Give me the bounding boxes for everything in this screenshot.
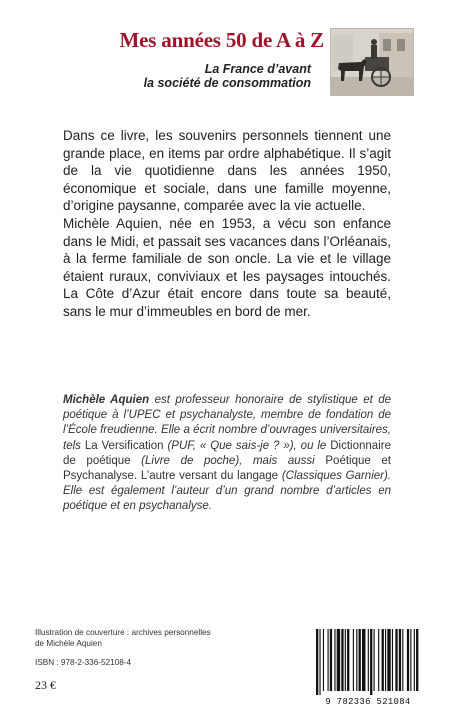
barcode-bar (414, 629, 415, 691)
barcode-bar (378, 629, 379, 691)
barcode-bar (347, 629, 349, 691)
summary-paragraph-2: Michèle Aquien, née en 1953, a vécu son enfance dans le Midi, et passait ses vacances dans l’Orléanais, à la ferme familiale de son oncle. La vie et le village étaient ruraux, conviviaux et les paysages intouchés. La Côte d’Azur était encore dans toute sa beauté, sans le mur d’immeubles en bord de mer. (63, 215, 391, 319)
barcode-bar (356, 629, 357, 691)
barcode-bar (359, 629, 361, 691)
barcode-bar (416, 629, 418, 691)
barcode-bar (374, 629, 375, 691)
bio-text-3: (Livre de poche), mais aussi (130, 454, 326, 467)
barcode-bar (345, 629, 346, 691)
barcode-bar (370, 629, 372, 695)
price: 23 € (35, 678, 56, 692)
barcode-bar (392, 629, 393, 691)
barcode-bar (323, 629, 324, 691)
barcode (312, 629, 424, 709)
book-title-versification: La Versification (84, 439, 164, 452)
horse-cart-photo-icon (330, 28, 414, 96)
barcode-bar (387, 629, 390, 691)
credit-line-1: Illustration de couverture : archives personnelles (35, 628, 211, 637)
barcode-bar (353, 629, 354, 691)
barcode-bar (319, 629, 320, 695)
summary-paragraph-1: Dans ce livre, les souvenirs personnels tiennent une grande place, en items par ordre alphabétique. Il s’agit de la vie quotidienne dans les années 1950, économique et sociale, dans une famille moyenne, d’origine paysanne, comparée avec la vie actuelle. (63, 128, 391, 214)
barcode-bar (382, 629, 384, 691)
book-title-dictionnaire: Dictionnaire de poétique (63, 439, 391, 467)
barcode-bar (334, 629, 335, 691)
book-subtitle (60, 62, 311, 90)
barcode-bar (385, 629, 386, 691)
book-summary (63, 127, 391, 321)
bio-text-2: (PUF, « Que sais-je ? »), ou le (163, 439, 331, 452)
barcode-bar (407, 629, 409, 691)
barcode-bar (337, 629, 340, 691)
cover-credit (35, 628, 265, 649)
barcode-bar (402, 629, 403, 691)
barcode-bar (316, 629, 318, 695)
credit-line-2: de Michèle Aquien (35, 638, 102, 648)
barcode-bar (399, 629, 401, 691)
author-name: Michèle Aquien (63, 394, 150, 406)
subtitle-line-1: La France d’avant (204, 62, 311, 76)
barcode-bar (330, 629, 332, 691)
bio-text-1: est professeur honoraire de stylistique et de poétique à l’UPEC et psychanalyste, membre de fondation de l’École freudienne. Elle a écrit nombre d’ouvrages universitaires, tels (63, 394, 392, 452)
barcode-bar (362, 629, 365, 691)
book-title: Mes années 50 de A à Z (119, 28, 324, 52)
barcode-bar (368, 629, 369, 691)
barcode-bar (395, 629, 397, 691)
barcode-bar (328, 629, 329, 691)
author-bio (63, 393, 391, 515)
book-title-poetique: Poétique et Psychanalyse. L’autre versant du langage (63, 454, 391, 483)
barcode-bar (341, 629, 343, 691)
isbn: ISBN : 978-2-336-52108-4 (35, 658, 132, 667)
barcode-digits: 9 782336 521084 (325, 697, 411, 707)
barcode-bars (312, 629, 424, 697)
barcode-bar (410, 629, 411, 691)
subtitle-line-2: la société de consommation (143, 76, 311, 90)
bio-text-4: (Classiques Garnier). Elle est également l’auteur d’un grand nombre d’articles en poétique et en psychanalyse. (63, 470, 392, 513)
